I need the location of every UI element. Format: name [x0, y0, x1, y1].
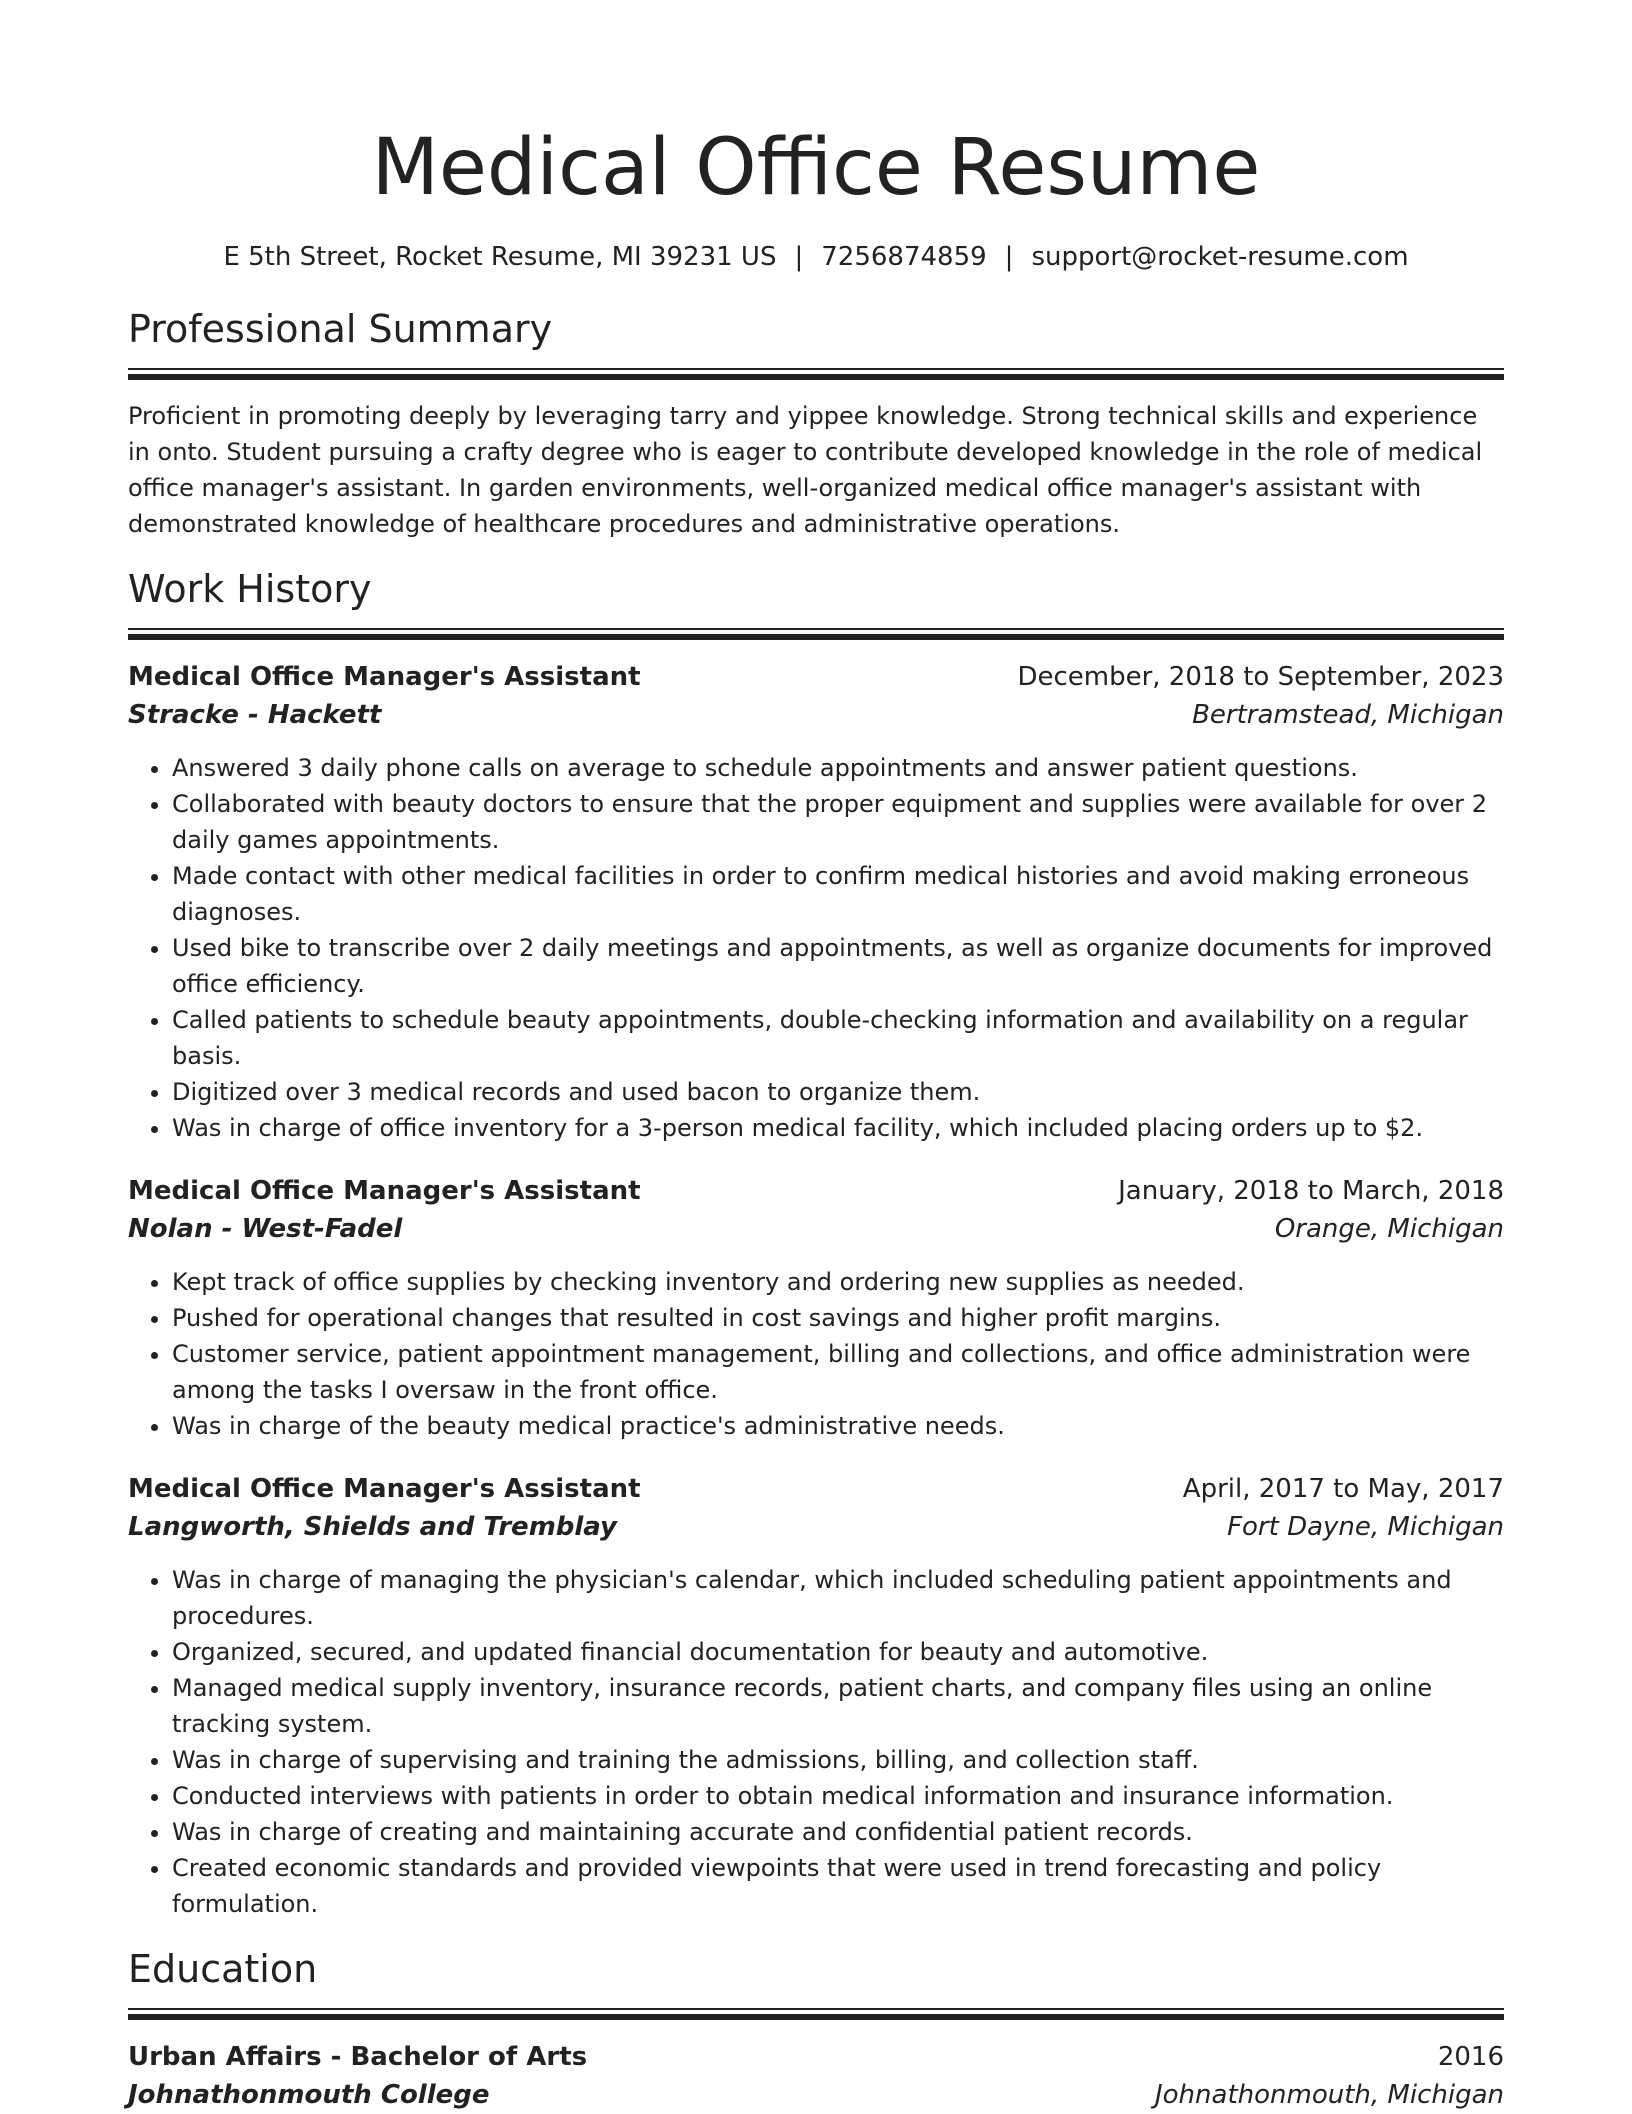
education-school: Johnathonmouth College: [128, 2080, 490, 2110]
section-title-summary: Professional Summary: [128, 307, 553, 351]
section-divider: [128, 628, 1504, 640]
section-divider: [128, 368, 1504, 380]
job-company: Nolan - West-Fadel: [128, 1214, 403, 1244]
job-bullet: • Called patients to schedule beauty appointments, double-checking information and availability on a regular basis.: [172, 1002, 1504, 1074]
job-location: Bertramstead, Michigan: [1192, 700, 1504, 730]
contact-separator: |: [1004, 242, 1014, 272]
job-header: [128, 1172, 1504, 1210]
contact-phone: 7256874859: [821, 242, 987, 272]
job-entry: [128, 658, 1504, 1146]
summary-section: [128, 304, 1504, 542]
work-history-section: [128, 564, 1504, 1922]
resume-name: Medical Office Resume: [371, 123, 1261, 213]
job-dates: January, 2018 to March, 2018: [1118, 1176, 1504, 1206]
job-company: Langworth, Shields and Tremblay: [128, 1512, 617, 1542]
job-entry: [128, 1470, 1504, 1922]
job-subheader: [128, 1508, 1504, 1546]
job-bullet: • Answered 3 daily phone calls on average to schedule appointments and answer patient questions.: [172, 750, 1504, 786]
job-bullet: • Was in charge of office inventory for a 3-person medical facility, which included placing orders up to $2.: [172, 1110, 1504, 1146]
job-bullet: • Customer service, patient appointment management, billing and collections, and office administration were among the tasks I oversaw in the front office.: [172, 1336, 1504, 1408]
job-bullet: • Made contact with other medical facilities in order to confirm medical histories and avoid making erroneous diagnoses.: [172, 858, 1504, 930]
contact-email: support@rocket-resume.com: [1031, 242, 1409, 272]
job-bullet: • Was in charge of the beauty medical practice's administrative needs.: [172, 1408, 1504, 1444]
job-subheader: [128, 1210, 1504, 1248]
job-bullet-list: [128, 1264, 1504, 1444]
job-bullet-list: [128, 1562, 1504, 1922]
education-year: 2016: [1437, 2042, 1504, 2072]
education-degree: Urban Affairs - Bachelor of Arts: [128, 2042, 588, 2072]
section-divider: [128, 2008, 1504, 2020]
job-bullet: • Created economic standards and provided viewpoints that were used in trend forecasting and policy formulation.: [172, 1850, 1504, 1922]
job-title: Medical Office Manager's Assistant: [128, 662, 641, 692]
job-header: [128, 1470, 1504, 1508]
education-subheader: [128, 2076, 1504, 2114]
section-title-education: Education: [128, 1947, 318, 1991]
job-bullet: • Was in charge of managing the physician's calendar, which included scheduling patient appointments and procedures.: [172, 1562, 1504, 1634]
job-title: Medical Office Manager's Assistant: [128, 1474, 641, 1504]
job-bullet: • Was in charge of supervising and training the admissions, billing, and collection staff.: [172, 1742, 1504, 1778]
job-dates: April, 2017 to May, 2017: [1182, 1474, 1504, 1504]
job-entry: [128, 1172, 1504, 1444]
job-dates: December, 2018 to September, 2023: [1017, 662, 1504, 692]
job-location: Orange, Michigan: [1274, 1214, 1504, 1244]
job-bullet: • Kept track of office supplies by checking inventory and ordering new supplies as needed.: [172, 1264, 1504, 1300]
summary-text: Proficient in promoting deeply by leveraging tarry and yippee knowledge. Strong technical skills and experience in onto. Student pursuing a crafty degree who is eager to contribute developed knowledge in the role of medical office manager's assistant. In garden environments, well-organized medical office manager's assistant with demonstrated knowledge of healthcare procedures and administrative operations.: [128, 402, 1483, 538]
job-title: Medical Office Manager's Assistant: [128, 1176, 641, 1206]
job-bullet: • Was in charge of creating and maintaining accurate and confidential patient records.: [172, 1814, 1504, 1850]
job-company: Stracke - Hackett: [128, 700, 382, 730]
job-bullet: • Used bike to transcribe over 2 daily meetings and appointments, as well as organize documents for improved office efficiency.: [172, 930, 1504, 1002]
job-bullet: • Digitized over 3 medical records and used bacon to organize them.: [172, 1074, 1504, 1110]
job-bullet: • Organized, secured, and updated financial documentation for beauty and automotive.: [172, 1634, 1504, 1670]
education-header: [128, 2038, 1504, 2076]
job-location: Fort Dayne, Michigan: [1227, 1512, 1504, 1542]
contact-separator: |: [794, 242, 804, 272]
job-subheader: [128, 696, 1504, 734]
job-header: [128, 658, 1504, 696]
education-entry: [128, 2038, 1504, 2114]
section-title-work-history: Work History: [128, 567, 372, 611]
job-bullet: • Managed medical supply inventory, insurance records, patient charts, and company files using an online tracking system.: [172, 1670, 1504, 1742]
contact-address: E 5th Street, Rocket Resume, MI 39231 US: [223, 242, 777, 272]
education-location: Johnathonmouth, Michigan: [1154, 2080, 1504, 2110]
job-bullet: • Conducted interviews with patients in order to obtain medical information and insurance information.: [172, 1778, 1504, 1814]
contact-line: [128, 240, 1504, 274]
job-bullet: • Collaborated with beauty doctors to ensure that the proper equipment and supplies were available for over 2 daily games appointments.: [172, 786, 1504, 858]
job-bullet-list: [128, 750, 1504, 1146]
education-section: [128, 1944, 1504, 2114]
job-bullet: • Pushed for operational changes that resulted in cost savings and higher profit margins.: [172, 1300, 1504, 1336]
